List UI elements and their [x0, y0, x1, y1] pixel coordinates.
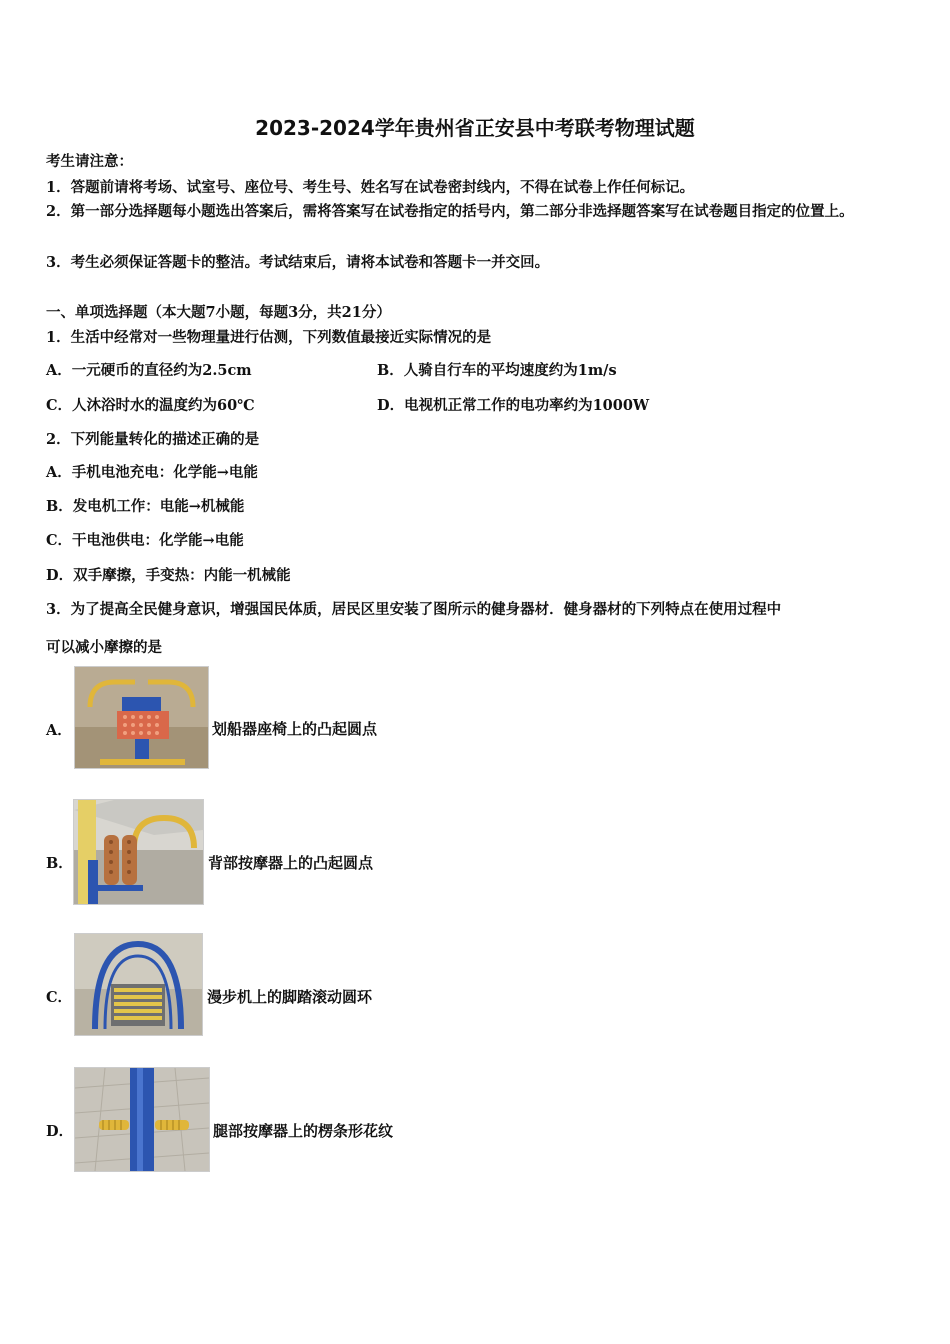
q2-option-d: D．双手摩擦，手变热：内能一机械能 — [46, 567, 291, 584]
q1-option-d: D．电视机正常工作的电功率约为1000W — [377, 397, 650, 414]
q1-stem: 1．生活中经常对一些物理量进行估测，下列数值最接近实际情况的是 — [46, 329, 492, 346]
q2-option-b: B．发电机工作：电能→机械能 — [46, 498, 245, 515]
q3-stem-line1: 3．为了提高全民健身意识，增强国民体质，居民区里安装了图所示的健身器材．健身器材的下列特点在使用过程中 — [46, 601, 782, 618]
q3-option-a-label: A． — [46, 722, 72, 739]
q3-option-c-label: C． — [46, 989, 73, 1006]
walking-machine-image — [74, 933, 203, 1036]
q3-option-b-caption: 背部按摩器上的凸起圆点 — [208, 854, 374, 872]
page-title: 2023-2024学年贵州省正安县中考联考物理试题 — [255, 116, 695, 140]
notice-heading: 考生请注意： — [46, 153, 133, 170]
q3-stem-line2: 可以减小摩擦的是 — [46, 639, 162, 656]
notice-item-2: 2．第一部分选择题每小题选出答案后，需将答案写在试卷指定的括号内，第二部分非选择题答案写在试卷题目指定的位置上。 — [46, 203, 854, 220]
rowing-machine-seat-image — [74, 666, 209, 769]
q1-option-c: C．人沐浴时水的温度约为60℃ — [46, 397, 255, 414]
q2-option-a: A．手机电池充电：化学能→电能 — [46, 464, 258, 481]
leg-massager-image — [74, 1067, 210, 1172]
section-heading: 一、单项选择题（本大题7小题，每题3分，共21分） — [46, 304, 391, 321]
q1-option-b: B．人骑自行车的平均速度约为1m/s — [377, 362, 617, 379]
q2-stem: 2．下列能量转化的描述正确的是 — [46, 431, 260, 448]
q3-option-a-caption: 划船器座椅上的凸起圆点 — [212, 720, 378, 738]
q1-option-a: A．一元硬币的直径约为2.5cm — [46, 362, 252, 379]
q3-option-d-caption: 腿部按摩器上的楞条形花纹 — [213, 1122, 394, 1140]
notice-item-3: 3．考生必须保证答题卡的整洁。考试结束后，请将本试卷和答题卡一并交回。 — [46, 254, 550, 271]
notice-item-1: 1．答题前请将考场、试室号、座位号、考生号、姓名写在试卷密封线内，不得在试卷上作任何标记。 — [46, 179, 695, 196]
back-massager-image — [73, 799, 204, 905]
q3-option-b-label: B． — [46, 855, 73, 872]
q3-option-d-label: D． — [46, 1123, 74, 1140]
q3-option-c-caption: 漫步机上的脚踏滚动圆环 — [207, 988, 373, 1006]
q2-option-c: C．干电池供电：化学能→电能 — [46, 532, 244, 549]
